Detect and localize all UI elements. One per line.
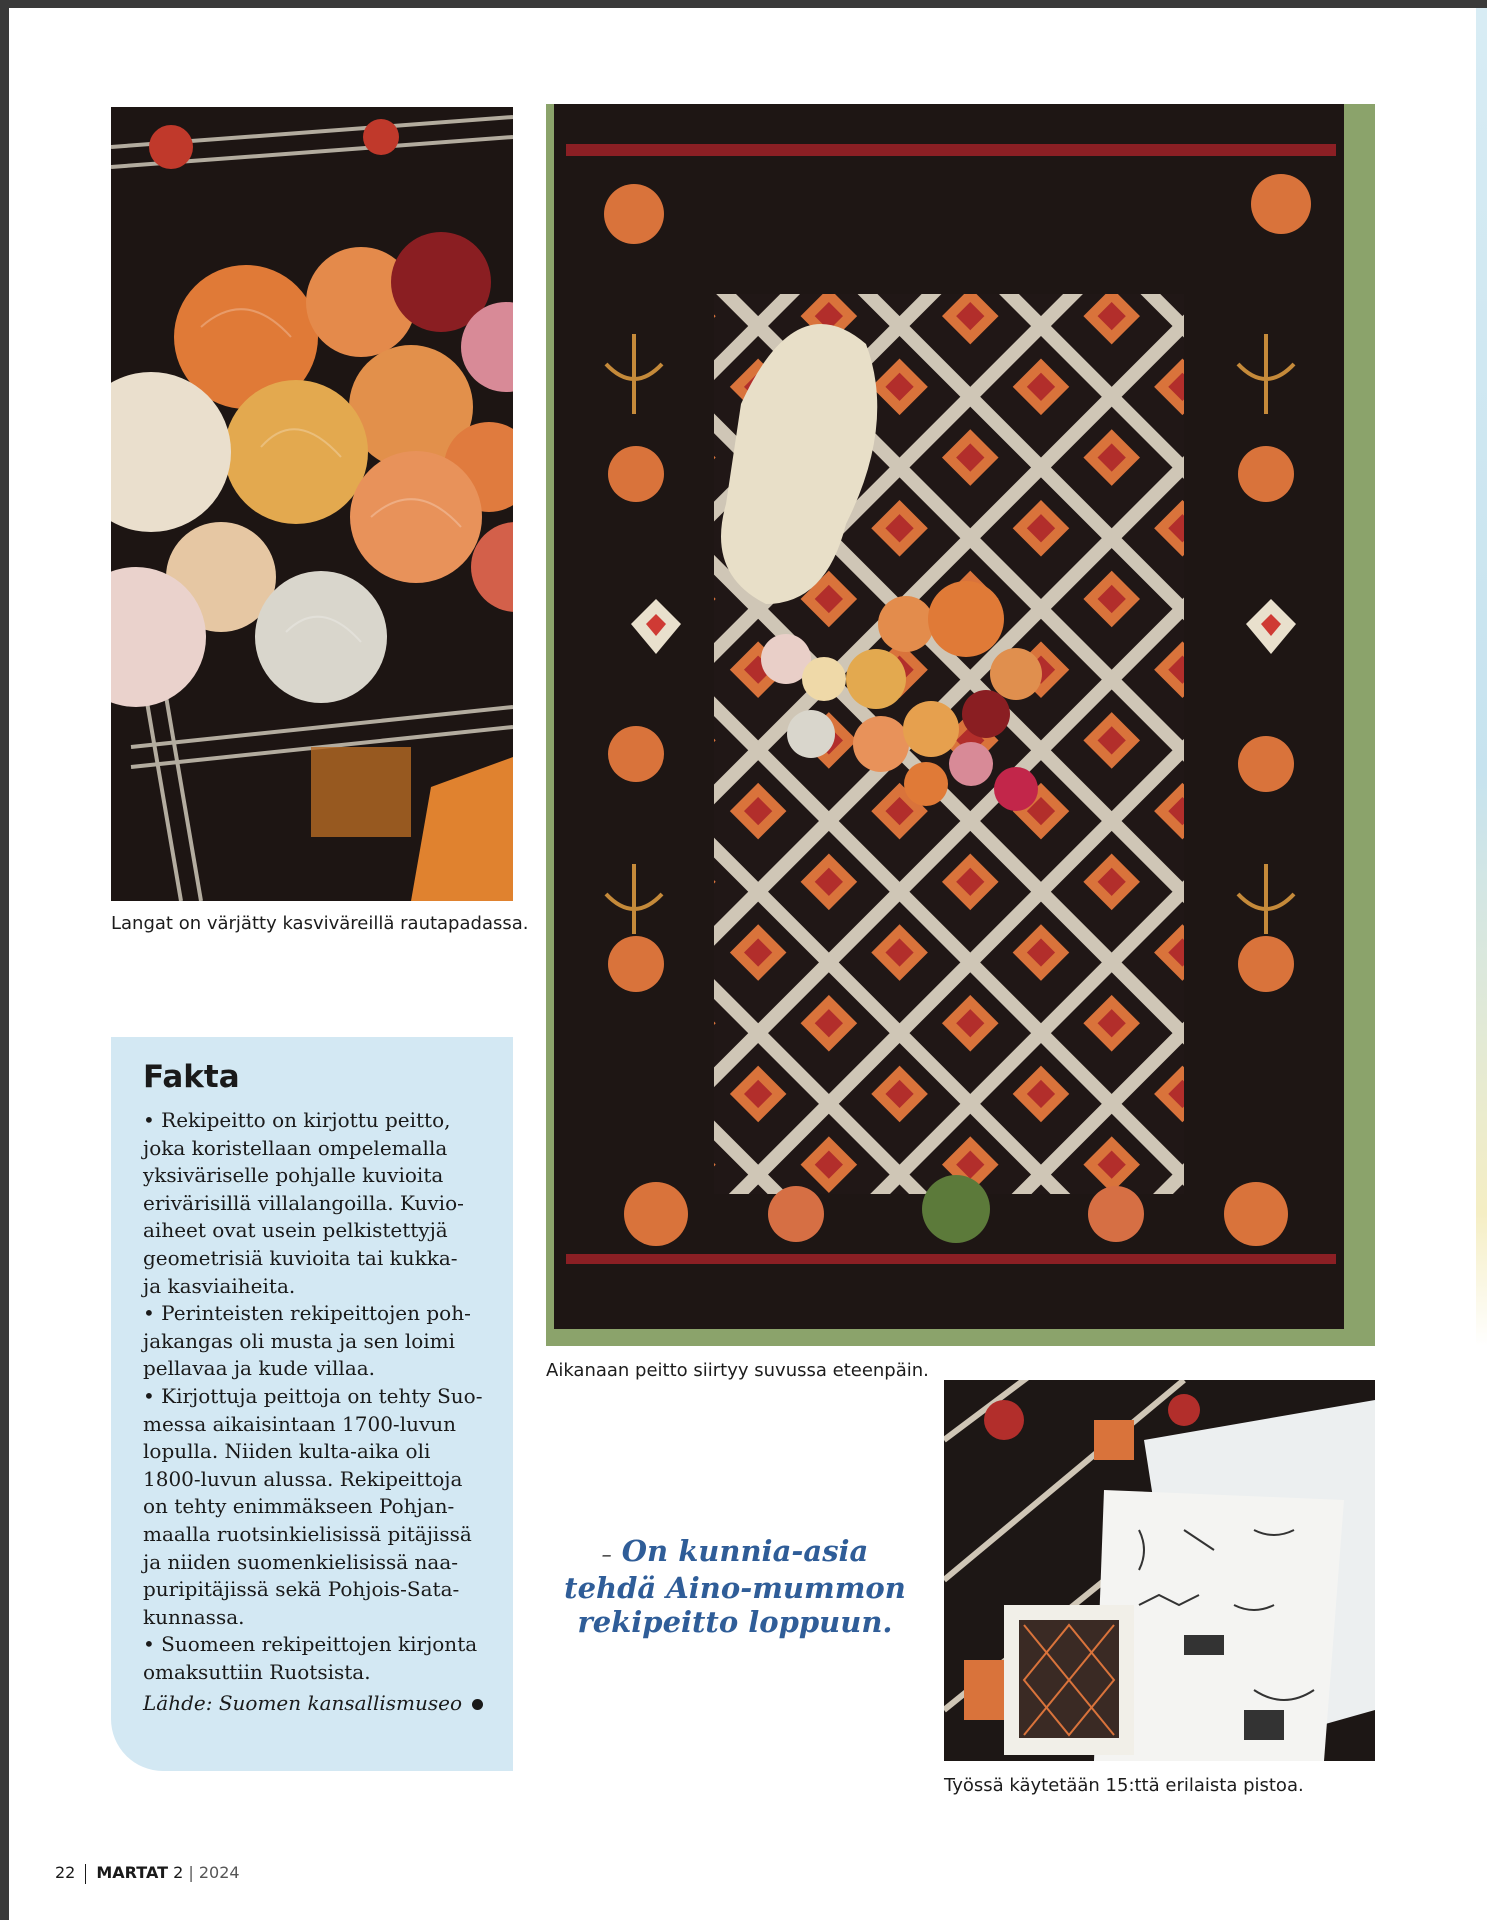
rekipeitto-quilt-photo [546, 104, 1375, 1346]
page-footer [55, 1863, 240, 1884]
fakta-line: omaksuttiin Ruotsista. [143, 1659, 371, 1684]
issue-number: 2 [173, 1863, 184, 1882]
issue-separator: | [183, 1863, 199, 1882]
fakta-line: • Suomeen rekipeittojen kirjonta [143, 1632, 478, 1657]
fakta-line: messa aikaisintaan 1700-luvun [143, 1411, 457, 1436]
fakta-line: kunnassa. [143, 1604, 245, 1629]
quilt-photo-caption: Aikanaan peitto siirtyy suvussa eteenpäin. [546, 1360, 929, 1381]
pull-quote-line: tehdä Aino-mummon [564, 1571, 906, 1605]
fakta-line: joka koristellaan ompelemalla [143, 1135, 448, 1160]
fakta-line: puripitäjissä sekä Pohjois-Sata- [143, 1577, 460, 1602]
quote-dash: – [601, 1542, 612, 1566]
fakta-source-text: Lähde: Suomen kansallismuseo [143, 1691, 463, 1715]
page-top-edge [0, 0, 1487, 8]
issue-year: 2024 [198, 1863, 240, 1882]
fakta-line: maalla ruotsinkielisissä pitäjissä [143, 1521, 472, 1546]
page-left-edge [0, 0, 9, 1920]
fakta-line: lopulla. Niiden kulta-aika oli [143, 1439, 431, 1464]
fakta-line: ja niiden suomenkielisissä naa- [143, 1549, 458, 1574]
fakta-line: jakangas oli musta ja sen loimi [143, 1328, 456, 1353]
magazine-name: MARTAT [96, 1863, 168, 1882]
pull-quote [560, 1534, 910, 1639]
fakta-line: • Perinteisten rekipeittojen poh- [143, 1301, 471, 1326]
fakta-line: yksiväriselle pohjalle kuvioita [143, 1163, 444, 1188]
pull-quote-line: rekipeitto loppuun. [577, 1605, 893, 1639]
fakta-line: aiheet ovat usein pelkistettyjä [143, 1218, 448, 1243]
fakta-title: Fakta [143, 1059, 240, 1095]
fakta-line: 1800-luvun alussa. Rekipeittoja [143, 1466, 463, 1491]
pull-quote-line [560, 1534, 910, 1571]
fakta-line: ja kasviaiheita. [143, 1273, 296, 1298]
fakta-line: • Kirjottuja peittoja on tehty Suo- [143, 1383, 483, 1408]
pull-quote-text: On kunnia-asia [621, 1534, 869, 1568]
fakta-body [143, 1107, 503, 1686]
fakta-line: • Rekipeitto on kirjottu peitto, [143, 1108, 451, 1132]
page-number: 22 [55, 1863, 76, 1882]
fakta-line: geometrisiä kuvioita tai kukka- [143, 1245, 458, 1270]
stitch-pattern-sheets-photo [944, 1380, 1375, 1761]
fakta-line: on tehty enimmäkseen Pohjan- [143, 1494, 455, 1519]
yarn-photo-caption: Langat on värjätty kasviväreillä rautapadassa. [111, 913, 529, 934]
yarn-balls-photo [111, 107, 513, 901]
footer-divider [85, 1864, 86, 1884]
fakta-source [143, 1691, 483, 1715]
fakta-line: pellavaa ja kude villaa. [143, 1356, 376, 1381]
next-page-edge [1476, 8, 1487, 1920]
patterns-photo-caption: Työssä käytetään 15:ttä erilaista pistoa. [944, 1775, 1304, 1796]
fakta-line: erivärisillä villalangoilla. Kuvio- [143, 1190, 464, 1215]
fakta-info-box [111, 1037, 513, 1771]
end-mark-dot [472, 1699, 483, 1710]
